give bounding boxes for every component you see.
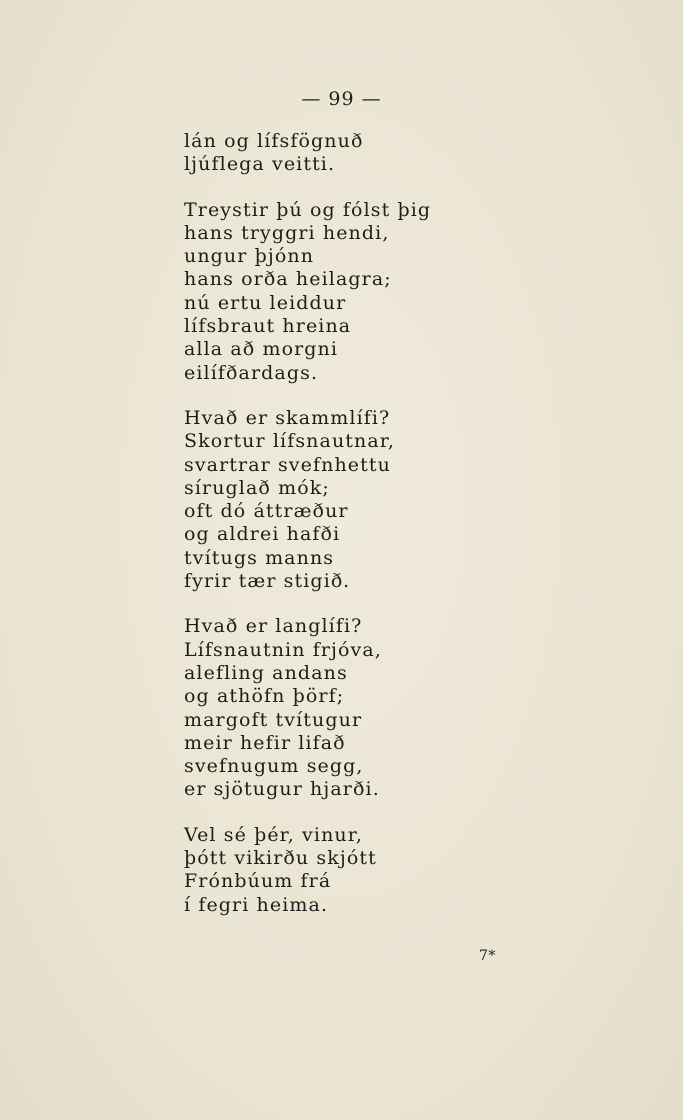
poem-line: hans tryggri hendi, (184, 221, 390, 244)
poem-line: ljúflega veitti. (184, 153, 336, 176)
poem-line: oft dó áttræður (184, 500, 349, 523)
poem-line: þótt vikirðu skjótt (184, 847, 377, 870)
poem-line: Vel sé þér, vinur, (184, 823, 363, 846)
poem-line: og aldrei hafði (184, 523, 341, 546)
poem-line: tvítugs manns (184, 546, 335, 569)
stanza-5 (184, 824, 484, 917)
poem-line: Lífsnautnin frjóva, (184, 638, 382, 661)
poem-line: alla að morgni (184, 338, 339, 361)
poem-line: svefnugum segg, (184, 755, 364, 778)
poem-line: nú ertu leiddur (184, 291, 347, 314)
poem-line: fyrir tær stigið. (184, 570, 351, 593)
poem-line: ungur þjónn (184, 245, 315, 268)
poem (184, 130, 484, 939)
poem-line: meir hefir lifað (184, 731, 346, 754)
poem-line: lán og lífsfögnuð (184, 130, 364, 152)
poem-line: Skortur lífsnautnar, (184, 430, 396, 453)
poem-line: Hvað er skammlífi? (184, 406, 391, 429)
poem-line: alefling andans (184, 661, 348, 684)
poem-line: margoft tvítugur (184, 708, 363, 731)
stanza-4 (184, 615, 484, 801)
poem-line: Treystir þú og fólst þig (184, 198, 432, 221)
poem-line: lífsbraut hreina (184, 315, 352, 338)
stanza-1 (184, 130, 484, 177)
poem-line: svartrar svefnhettu (184, 453, 391, 476)
poem-line: er sjötugur hjarði. (184, 778, 380, 801)
stanza-2 (184, 199, 484, 385)
poem-line: og athöfn þörf; (184, 685, 345, 708)
poem-line: hans orða heilagra; (184, 268, 392, 291)
poem-line: í fegri heima. (184, 893, 329, 916)
signature-mark: 7* (479, 948, 496, 964)
stanza-3 (184, 407, 484, 593)
poem-line: eilífðardags. (184, 361, 319, 384)
page-number: — 99 — (301, 88, 382, 110)
poem-line: Hvað er langlífi? (184, 615, 363, 638)
poem-line: Frónbúum frá (184, 870, 332, 893)
poem-line: síruglað mók; (184, 476, 330, 499)
